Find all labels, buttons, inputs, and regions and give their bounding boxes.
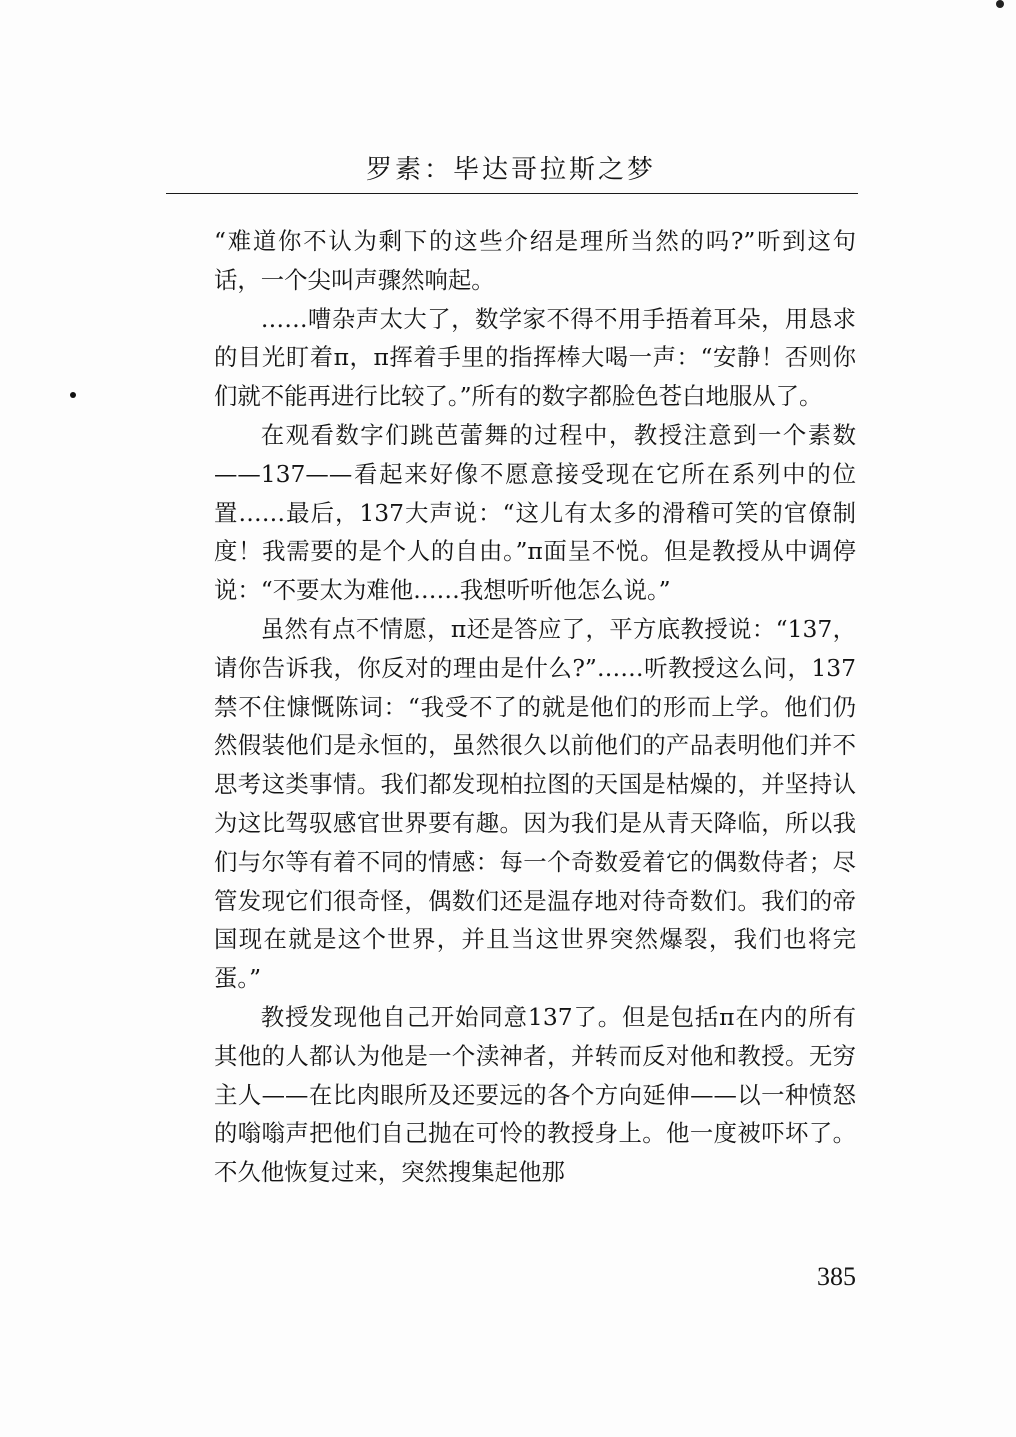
body-text [214,222,856,1192]
paragraph-1: “难道你不认为剩下的这些介绍是理所当然的吗?”听到这句话，一个尖叫声骤然响起。 [214,227,856,294]
header-rule [166,193,858,194]
scan-corner-mark [996,0,1004,8]
page-number: 385 [817,1262,856,1291]
paragraph-2: ……嘈杂声太大了，数学家不得不用手捂着耳朵，用恳求的目光盯着π，π挥着手里的指挥棒大喝一声：“安静！否则你们就不能再进行比较了。”所有的数字都脸色苍白地服从了。 [214,304,856,411]
margin-dot [70,392,76,398]
paragraph-5: 教授发现他自己开始同意137了。但是包括π在内的所有其他的人都认为他是一个渎神者，并转而反对他和教授。无穷主人——在比肉眼所及还要远的各个方向延伸——以一种愤怒的嗡嗡声把他们自己抛在可怜的教授身上。他一度被吓坏了。不久他恢复过来，突然搜集起他那 [214,1002,856,1187]
running-head: 罗素：毕达哥拉斯之梦 [365,155,656,185]
paragraph-3: 在观看数字们跳芭蕾舞的过程中，教授注意到一个素数——137——看起来好像不愿意接受现在它所在系列中的位置……最后，137大声说：“这儿有太多的滑稽可笑的官僚制度！我需要的是个人的自由。”π面呈不悦。但是教授从中调停说：“不要太为难他……我想听听他怎么说。” [214,420,856,605]
paragraph-4: 虽然有点不情愿，π还是答应了，平方底教授说：“137，请你告诉我，你反对的理由是什么?”……听教授这么问，137禁不住慷慨陈词：“我受不了的就是他们的形而上学。他们仍然假装他们是永恒的，虽然很久以前他们的产品表明他们并不思考这类事情。我们都发现柏拉图的天国是枯燥的，并坚持认为这比驾驭感官世界要有趣。因为我们是从青天降临，所以我们与尔等有着不同的情感：每一个奇数爱着它的偶数侍者；尽管发现它们很奇怪，偶数们还是温存地对待奇数们。我们的帝国现在就是这个世界，并且当这世界突然爆裂，我们也将完蛋。” [214,614,856,993]
